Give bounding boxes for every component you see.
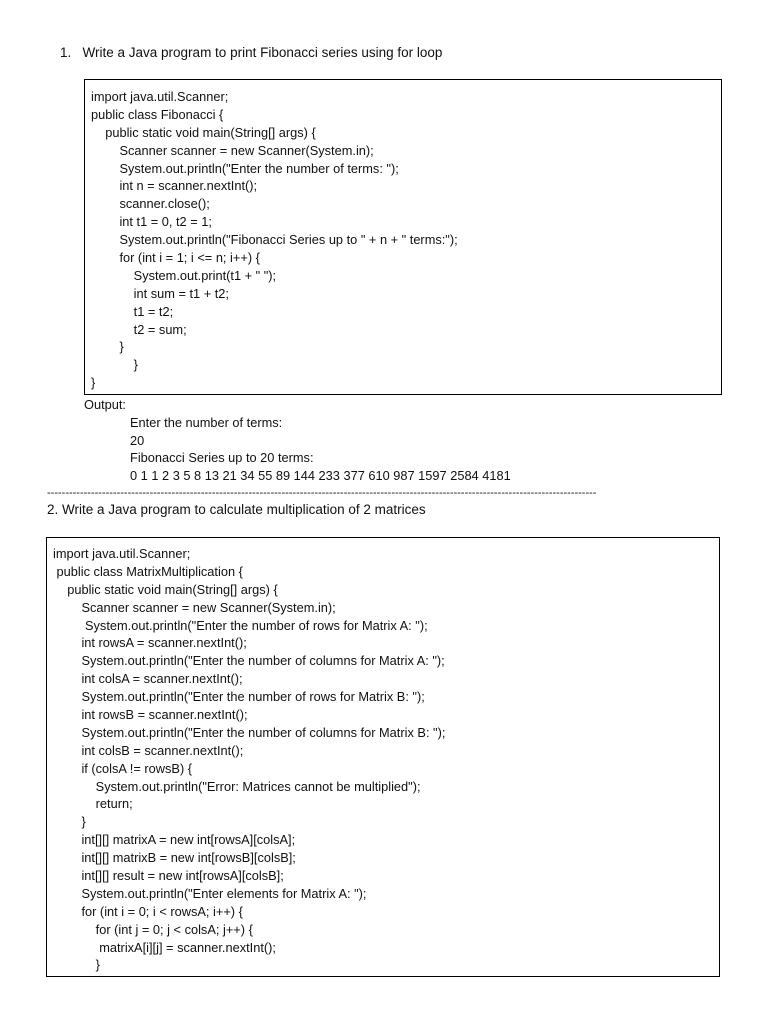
code-line: scanner.close();: [91, 196, 210, 212]
code-line: public class Fibonacci {: [91, 106, 224, 122]
code-line: System.out.println("Error: Matrices cannot be multiplied");: [53, 778, 421, 794]
code-line: System.out.println("Enter elements for Matrix A: ");: [53, 885, 367, 901]
code-line: System.out.println("Enter the number of rows for Matrix A: ");: [53, 617, 428, 633]
code-line: import java.util.Scanner;: [91, 89, 229, 104]
code-line: int sum = t1 + t2;: [91, 285, 229, 301]
code-lines-fibonacci: [91, 88, 721, 392]
code-line: int[][] matrixB = new int[rowsB][colsB];: [53, 850, 296, 866]
code-line: int rowsB = scanner.nextInt();: [53, 707, 248, 723]
code-box-fibonacci: [84, 79, 722, 395]
code-line: System.out.println("Enter the number of rows for Matrix B: ");: [53, 689, 425, 705]
code-line: System.out.println("Enter the number of columns for Matrix A: ");: [53, 653, 445, 669]
question-2-title: 2. Write a Java program to calculate multiplication of 2 matrices: [47, 502, 426, 517]
code-line: Scanner scanner = new Scanner(System.in);: [91, 142, 374, 158]
code-line: public class MatrixMultiplication {: [53, 563, 243, 579]
output-line: Fibonacci Series up to 20 terms:: [130, 450, 314, 466]
code-line: for (int i = 1; i <= n; i++) {: [91, 250, 260, 266]
output-line: Enter the number of terms:: [130, 414, 283, 430]
code-line: }: [91, 339, 124, 355]
output-line: 0 1 1 2 3 5 8 13 21 34 55 89 144 233 377 610 987 1597 2584 4181: [130, 468, 511, 484]
question-1-title: 1. Write a Java program to print Fibonacci series using for loop: [60, 45, 443, 60]
code-line: import java.util.Scanner;: [53, 546, 191, 561]
code-line: }: [53, 957, 100, 973]
code-lines-matrix: [53, 545, 719, 974]
code-line: public static void main(String[] args) {: [53, 581, 278, 597]
code-line: System.out.println("Enter the number of columns for Matrix B: ");: [53, 724, 446, 740]
code-line: Scanner scanner = new Scanner(System.in);: [53, 599, 336, 615]
code-line: }: [91, 375, 96, 391]
code-line: System.out.print(t1 + " ");: [91, 267, 277, 283]
code-line: int colsB = scanner.nextInt();: [53, 742, 244, 758]
code-box-matrix: [46, 537, 720, 977]
output-label: Output:: [84, 397, 126, 412]
code-line: System.out.println("Enter the number of terms: ");: [91, 160, 399, 176]
code-line: int n = scanner.nextInt();: [91, 178, 258, 194]
code-line: for (int j = 0; j < colsA; j++) {: [53, 921, 253, 937]
code-line: for (int i = 0; i < rowsA; i++) {: [53, 903, 243, 919]
code-line: t2 = sum;: [91, 321, 187, 337]
output-lines: [84, 414, 511, 485]
code-line: if (colsA != rowsB) {: [53, 760, 193, 776]
output-block: [84, 396, 511, 485]
output-line: 20: [130, 432, 145, 448]
code-line: int[][] result = new int[rowsA][colsB];: [53, 868, 284, 884]
code-line: int colsA = scanner.nextInt();: [53, 671, 243, 687]
code-line: t1 = t2;: [91, 303, 174, 319]
code-line: int t1 = 0, t2 = 1;: [91, 214, 212, 230]
code-line: System.out.println("Fibonacci Series up to " + n + " terms:");: [91, 232, 458, 248]
code-line: matrixA[i][j] = scanner.nextInt();: [53, 939, 276, 955]
separator-line: ------------------------------------------------------------------------------------------------------------------------------------------------------: [47, 487, 597, 499]
code-line: int rowsA = scanner.nextInt();: [53, 635, 247, 651]
code-line: }: [53, 814, 86, 830]
code-line: return;: [53, 796, 133, 812]
code-line: int[][] matrixA = new int[rowsA][colsA];: [53, 832, 296, 848]
code-line: }: [91, 357, 138, 373]
code-line: public static void main(String[] args) {: [91, 124, 316, 140]
